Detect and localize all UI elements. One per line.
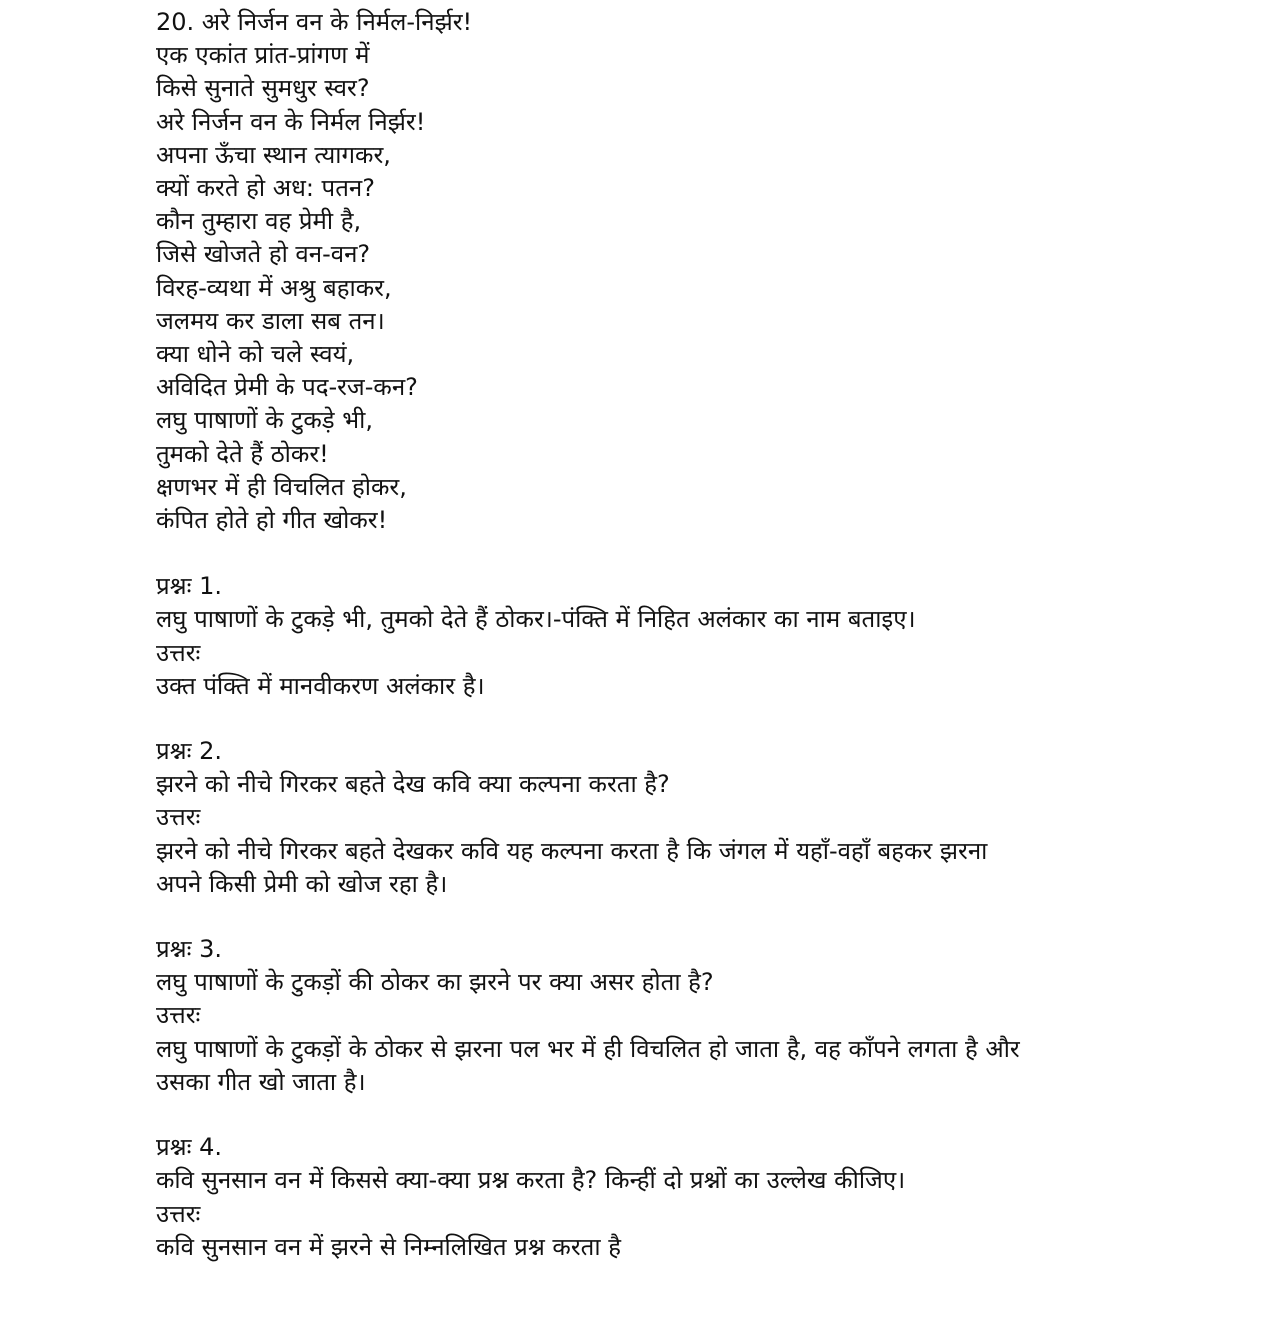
question-label: प्रश्नः 4.	[156, 1133, 222, 1162]
answer-text: उक्त पंक्ति में मानवीकरण अलंकार है।	[156, 671, 485, 700]
question-label: प्रश्नः 1.	[156, 572, 222, 601]
answer-label: उत्तरः	[156, 803, 201, 832]
answer-text: लघु पाषाणों के टुकड़ों के ठोकर से झरना पल भर में ही विचलित हो जाता है, वह काँपने लगता है और	[156, 1034, 1020, 1063]
answer-text: अपने किसी प्रेमी को खोज रहा है।	[156, 869, 448, 898]
poem-line: जिसे खोजते हो वन-वन?	[156, 240, 371, 269]
question-label: प्रश्नः 3.	[156, 935, 222, 964]
poem-line: विरह-व्यथा में अश्रु बहाकर,	[156, 273, 392, 302]
poem-line: क्या धोने को चले स्वयं,	[156, 340, 355, 369]
document-page	[156, 6, 1156, 1264]
question-label: प्रश्नः 2.	[156, 737, 222, 766]
poem-line: क्षणभर में ही विचलित होकर,	[156, 472, 407, 501]
poem-line: कौन तुम्हारा वह प्रेमी है,	[156, 207, 362, 236]
question-block-4	[156, 1131, 1156, 1264]
poem-line: अविदित प्रेमी के पद-रज-कन?	[156, 373, 418, 402]
question-text: लघु पाषाणों के टुकड़े भी, तुमको देते हैं ठोकर।-पंक्ति में निहित अलंकार का नाम बताइए।	[156, 605, 916, 634]
poem-line: लघु पाषाणों के टुकड़े भी,	[156, 406, 373, 435]
answer-label: उत्तरः	[156, 1199, 201, 1228]
answer-label: उत्तरः	[156, 638, 201, 667]
poem-line: एक एकांत प्रांत-प्रांगण में	[156, 41, 370, 70]
poem-line: क्यों करते हो अध: पतन?	[156, 174, 375, 203]
question-block-1	[156, 570, 1156, 703]
poem-line: किसे सुनाते सुमधुर स्वर?	[156, 74, 370, 103]
answer-text: उसका गीत खो जाता है।	[156, 1067, 366, 1096]
poem-line: कंपित होते हो गीत खोकर!	[156, 506, 388, 535]
poem-line: अरे निर्जन वन के निर्मल निर्झर!	[156, 107, 426, 136]
answer-label: उत्तरः	[156, 1001, 201, 1030]
question-block-2	[156, 735, 1156, 901]
question-text: कवि सुनसान वन में किससे क्या-क्या प्रश्न करता है? किन्हीं दो प्रश्नों का उल्लेख कीजिए।	[156, 1166, 906, 1195]
question-text: लघु पाषाणों के टुकड़ों की ठोकर का झरने पर क्या असर होता है?	[156, 968, 714, 997]
question-block-3	[156, 933, 1156, 1099]
poem-line: तुमको देते हैं ठोकर!	[156, 439, 329, 468]
poem-line: अपना ऊँचा स्थान त्यागकर,	[156, 140, 391, 169]
poem-line: जलमय कर डाला सब तन।	[156, 306, 385, 335]
answer-text: कवि सुनसान वन में झरने से निम्नलिखित प्रश्न करता है	[156, 1232, 621, 1261]
poem-stanza	[156, 6, 1156, 537]
question-text: झरने को नीचे गिरकर बहते देख कवि क्या कल्पना करता है?	[156, 770, 670, 799]
poem-line: 20. अरे निर्जन वन के निर्मल-निर्झर!	[156, 8, 473, 36]
answer-text: झरने को नीचे गिरकर बहते देखकर कवि यह कल्पना करता है कि जंगल में यहाँ-वहाँ बहकर झरना	[156, 836, 988, 865]
